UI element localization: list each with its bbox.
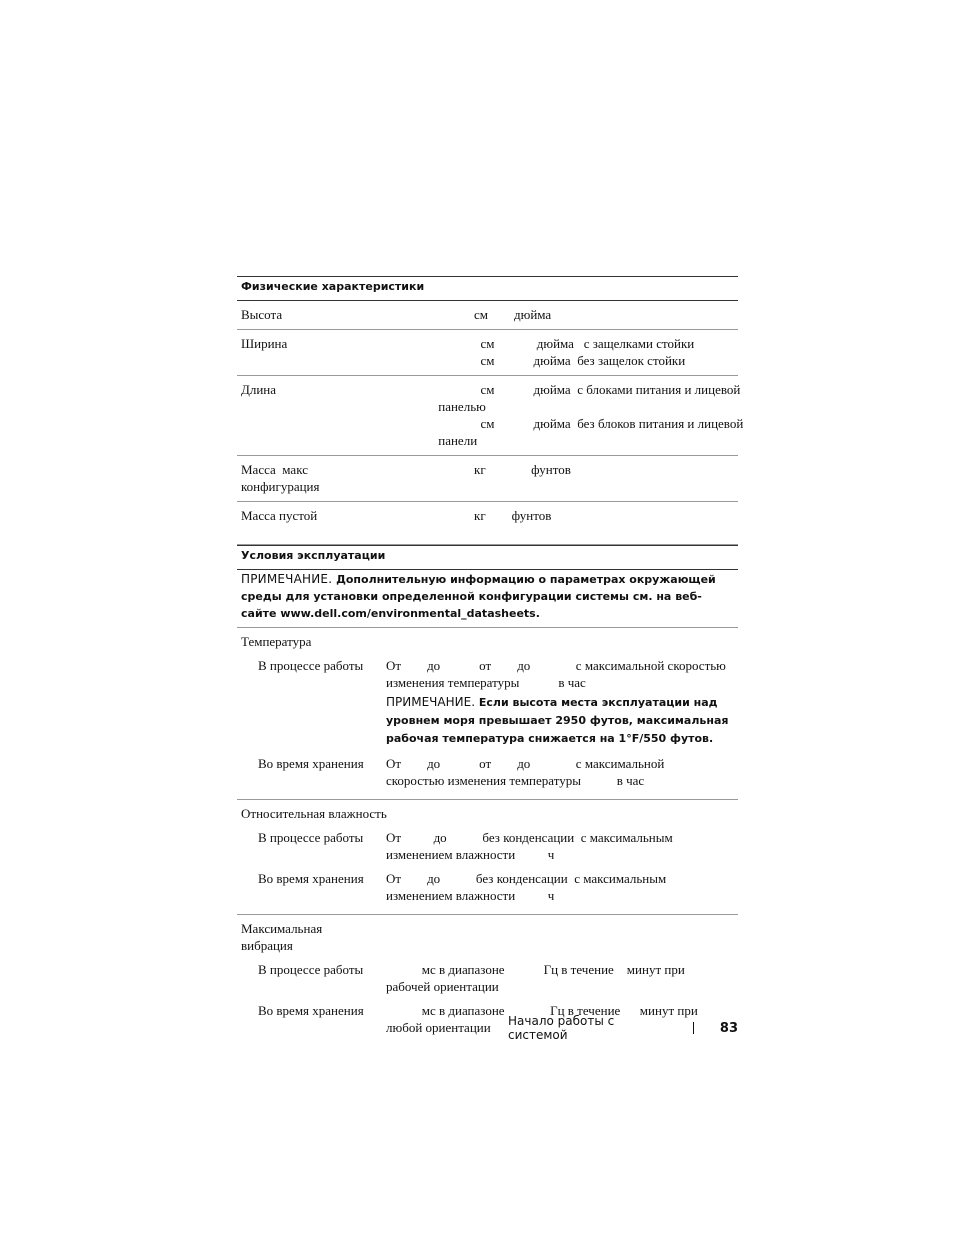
page-number: 83 bbox=[719, 1020, 738, 1036]
row-value: см дюйма с защелками стойки см дюйма без защелок стойки bbox=[480, 336, 695, 368]
temperature-label: Температура bbox=[241, 634, 312, 649]
sub-label: Во время хранения bbox=[258, 756, 364, 771]
sub-label: Во время хранения bbox=[258, 1003, 364, 1018]
row-value: см дюйма с блоками питания и лицевой панелью см дюйма без блоков питания и лицевой панели bbox=[438, 382, 744, 448]
row-label: Масса пустой bbox=[241, 508, 318, 523]
sub-value: От до без конденсации с максимальным изменением влажности ч bbox=[386, 830, 673, 862]
spec-table bbox=[237, 276, 744, 1046]
row-value: кг фунтов bbox=[409, 462, 571, 477]
sub-label: Во время хранения bbox=[258, 871, 364, 886]
temperature-note bbox=[386, 693, 734, 748]
row-label: Высота bbox=[241, 307, 283, 322]
sub-label: В процессе работы bbox=[258, 962, 364, 977]
sub-value: мс в диапазоне Гц в течение минут при рабочей ориентации bbox=[386, 962, 685, 994]
vibration-operating bbox=[241, 958, 734, 999]
physical-section-title: Физические характеристики bbox=[237, 276, 738, 301]
spec-row-height bbox=[237, 301, 738, 330]
vibration-label: Максимальная вибрация bbox=[241, 921, 323, 953]
row-label: Длина bbox=[241, 382, 277, 397]
humidity-storage bbox=[241, 867, 734, 908]
temperature-operating bbox=[241, 654, 734, 752]
sub-value: мс в диапазоне Гц в течение минут при любой ориентации bbox=[386, 1003, 698, 1035]
sub-label: В процессе работы bbox=[258, 658, 364, 673]
row-label: Масса макс конфигурация bbox=[241, 462, 320, 494]
row-value: кг фунтов bbox=[409, 508, 552, 523]
temperature-storage bbox=[241, 752, 734, 793]
footer-separator bbox=[693, 1022, 694, 1034]
humidity-group bbox=[237, 800, 738, 915]
note-text: Если высота места эксплуатации над уровнем моря превышает 2950 футов, максимальная рабочая температура снижается на 1°F/550 футов. bbox=[386, 696, 729, 745]
sub-value: От до от до с максимальной скоростью изменения температуры в час bbox=[386, 756, 665, 788]
spec-row-depth bbox=[237, 376, 744, 456]
temperature-group bbox=[237, 628, 738, 800]
sub-value: От до без конденсации с максимальным изменением влажности ч bbox=[386, 871, 667, 903]
footer-chapter: Начало работы с системой bbox=[508, 1014, 615, 1042]
row-value: см дюйма bbox=[409, 307, 552, 322]
row-label: Ширина bbox=[241, 336, 288, 351]
spec-row-weight-empty bbox=[237, 502, 738, 545]
spec-row-width bbox=[237, 330, 738, 376]
spec-row-weight-max bbox=[237, 456, 738, 502]
note-text: Дополнительную информацию о параметрах окружающей среды для установки определенной конфигурации системы см. на веб-сайте www.dell.com/environmental_datasheets. bbox=[241, 573, 716, 620]
sub-label: В процессе работы bbox=[258, 830, 364, 845]
note-label: ПРИМЕЧАНИЕ. bbox=[241, 572, 333, 586]
sub-value: От до от до с максимальной скоростью изменения температуры в час bbox=[386, 658, 726, 690]
page-footer bbox=[508, 1014, 738, 1042]
environment-note bbox=[237, 570, 738, 628]
environment-section-title: Условия эксплуатации bbox=[237, 545, 738, 570]
humidity-operating bbox=[241, 826, 734, 867]
humidity-label: Относительная влажность bbox=[241, 806, 387, 821]
note-label: ПРИМЕЧАНИЕ. bbox=[386, 695, 476, 709]
